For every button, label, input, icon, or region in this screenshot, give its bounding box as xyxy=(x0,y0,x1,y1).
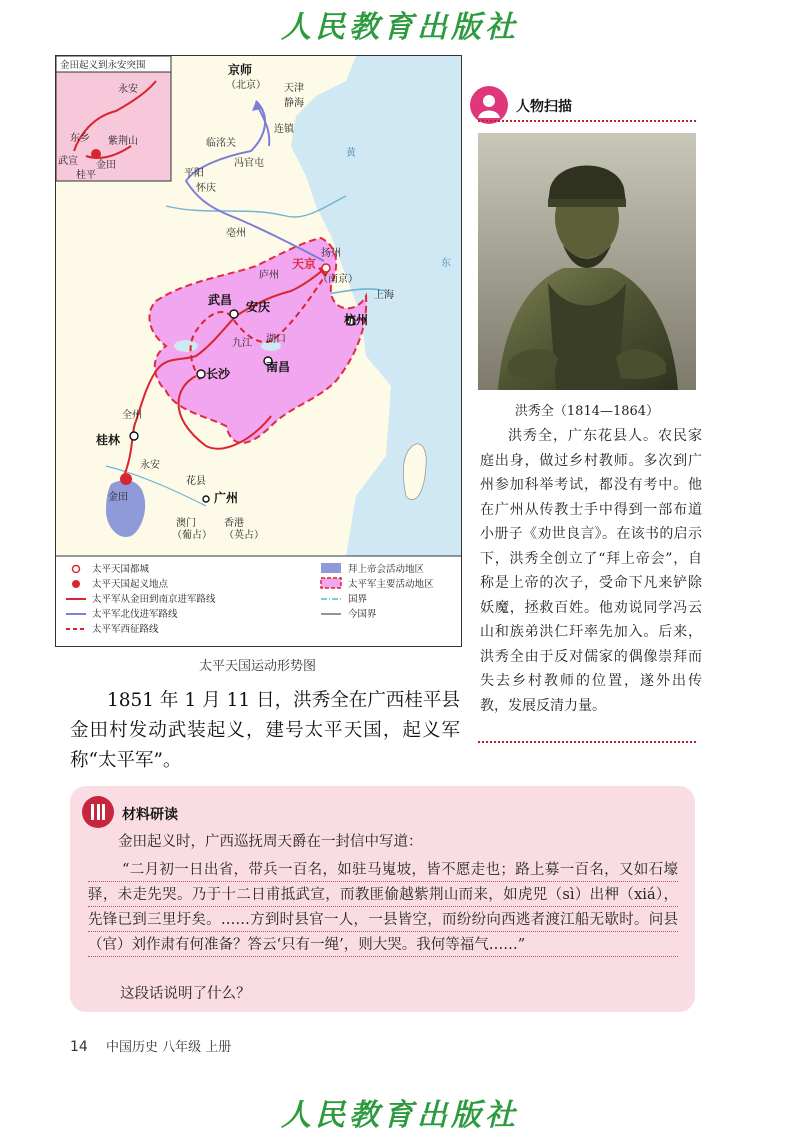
label-jintian: 金田 xyxy=(108,492,128,503)
label-wuchang: 武昌 xyxy=(208,293,233,307)
label-jiujiang: 九江 xyxy=(232,338,252,349)
label-tianjing: 天京 xyxy=(292,257,317,271)
inset-uprising-marker xyxy=(91,149,101,159)
dongting-lake xyxy=(174,340,198,352)
label-bozhou: 亳州 xyxy=(226,228,246,239)
label-macau: 澳门 xyxy=(176,518,196,529)
label-shanghai: 上海 xyxy=(374,290,394,301)
legend-uprising-icon xyxy=(72,580,80,588)
label-huaxian: 花县 xyxy=(186,476,206,487)
hong-xiuquan-statue-photo xyxy=(478,133,696,390)
label-hukou: 湖口 xyxy=(266,334,286,345)
label-hongkong: 香港 xyxy=(224,518,244,529)
legend-pink-area-icon xyxy=(321,578,341,588)
label-anqing: 安庆 xyxy=(246,300,271,314)
material-intro: 金田起义时，广西巡抚周天爵在一封信中写道： xyxy=(118,834,423,850)
label-pingyang: 平阳 xyxy=(184,168,204,179)
sidebar-divider-bottom xyxy=(478,741,696,743)
label-lianzhen: 连镇 xyxy=(274,124,294,135)
label-tianjin: 天津 xyxy=(284,83,304,94)
label-changsha: 长沙 xyxy=(206,367,231,381)
person-icon xyxy=(470,86,508,124)
material-quote: “二月初一日出省，带兵一百名，如驻马嵬坡，皆不愿走也；路上募一百名，又如石壕驿，未走先哭。乃于十二日甫抵武宣，而教匪偷越紫荆山而来，如虎兕（sì）出柙（xiá），先锋已到三里圩矣。……方到时县官一人，一县皆空，而纷纷向西逃者渡江船无歇时。问县（官）刘作肃有何准备？答云‘只有一绳’，则大哭。我何等福气……” xyxy=(88,858,678,958)
legend-left xyxy=(66,563,216,635)
legend-capital-label: 太平天国都城 xyxy=(92,564,150,575)
legend-capital-icon xyxy=(73,566,80,573)
inset-label-guiping: 桂平 xyxy=(76,170,96,181)
label-sea-huang: 黄 xyxy=(346,148,356,159)
label-jingshi: 京师 xyxy=(228,63,253,77)
label-guilin: 桂林 xyxy=(96,433,121,447)
figure-section-title: 人物扫描 xyxy=(516,99,572,115)
label-yongan: 永安 xyxy=(140,460,160,471)
label-hangzhou: 杭州 xyxy=(344,313,369,327)
inset-label-yongan: 永安 xyxy=(118,84,138,95)
label-huaiqing: 怀庆 xyxy=(196,183,216,194)
label-yangzhou: 扬州 xyxy=(321,248,341,259)
inset-label-jintian: 金田 xyxy=(96,160,116,171)
portrait-caption: 洪秀全（1814—1864） xyxy=(514,404,660,419)
page-footer xyxy=(70,1036,231,1055)
material-study-box xyxy=(70,786,695,1012)
label-linqingguan: 临洺关 xyxy=(206,138,236,149)
inset-label-wuxuan: 武宣 xyxy=(58,156,78,167)
legend-uprising-label: 太平天国起义地点 xyxy=(92,579,169,590)
inset-title: 金田起义到永安突围 xyxy=(60,60,146,71)
label-nanjing: （南京） xyxy=(318,274,358,285)
legend-border-label: 国界 xyxy=(348,594,368,605)
publisher-logo-top: 人民教育出版社 xyxy=(281,10,519,45)
jintian-uprising-marker xyxy=(120,473,132,485)
taiping-map xyxy=(55,55,462,647)
map-caption: 太平天国运动形势图 xyxy=(198,659,316,674)
changsha-marker xyxy=(197,370,205,378)
label-beijing: （北京） xyxy=(226,80,266,91)
figure-biography: 洪秀全，广东花县人。农民家庭出身，做过乡村教师。多次到广州参加科举考试，都没有考中。他在广州从传教士手中得到一部布道小册子《劝世良言》。在该书的启示下，洪秀全创立了“拜上帝会”，自称是上帝的次子，受命下凡来铲除妖魔，拯救百姓。他劝说同学冯云山和族弟洪仁玕率先加入。后来，洪秀全由于反对儒家的偶像崇拜而失去乡村教师的位置，遂外出传教，发展反清力量。 xyxy=(480,428,702,714)
label-fengguantun: 冯官屯 xyxy=(234,158,264,169)
guangzhou-marker xyxy=(203,496,209,502)
wuchang-marker xyxy=(230,310,238,318)
legend-blue-arrow-label: 太平军北伐进军路线 xyxy=(92,609,178,620)
legend-right xyxy=(321,563,434,620)
page-number: 14 xyxy=(70,1039,88,1055)
legend-red-dash-label: 太平军西征路线 xyxy=(92,624,159,635)
tianjing-marker xyxy=(322,264,330,272)
material-title: 材料研读 xyxy=(122,807,178,823)
label-guangzhou: 广州 xyxy=(214,491,239,505)
material-question: 这段话说明了什么？ xyxy=(120,986,251,1002)
main-paragraph: 1851 年 1 月 11 日，洪秀全在广西桂平县金田村发动武装起义，建号太平天国，起义军称“太平军”。 xyxy=(70,690,460,771)
label-nanchang: 南昌 xyxy=(266,360,291,374)
material-icon xyxy=(82,796,114,828)
book-title: 中国历史 八年级 上册 xyxy=(105,1040,232,1055)
map-svg xyxy=(56,56,461,646)
label-sea-dong: 东 xyxy=(441,258,451,269)
legend-pink-area-label: 太平军主要活动地区 xyxy=(348,579,434,590)
legend-blue-area-icon xyxy=(321,563,341,573)
legend-blue-area-label: 拜上帝会活动地区 xyxy=(348,564,425,575)
label-quanzhou: 全州 xyxy=(122,410,142,421)
legend-today-border-label: 今国界 xyxy=(348,609,377,620)
label-hongkong-note: （英占） xyxy=(224,530,264,541)
inset-label-dongxiang: 东乡 xyxy=(70,133,90,144)
label-macau-note: （葡占） xyxy=(172,530,212,541)
label-luzhou: 庐州 xyxy=(259,270,279,281)
sidebar-divider-top xyxy=(478,120,696,122)
publisher-logo-bottom: 人民教育出版社 xyxy=(281,1098,519,1133)
guilin-marker xyxy=(130,432,138,440)
legend-red-arrow-label: 太平军从金田到南京进军路线 xyxy=(92,594,216,605)
inset-label-zijingshan: 紫荆山 xyxy=(108,136,138,147)
label-jinghai: 静海 xyxy=(284,98,304,109)
